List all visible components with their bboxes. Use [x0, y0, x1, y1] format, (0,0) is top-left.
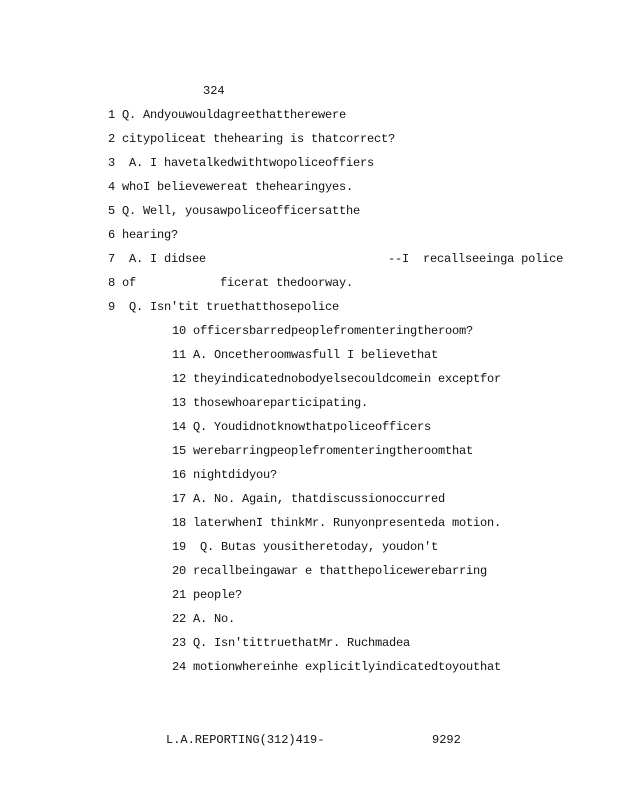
transcript-line-14: 14 Q. Youdidnotknowthatpoliceofficers [172, 420, 432, 434]
transcript-line-20: 20 recallbeingawar e thatthepolicewerebarring [172, 564, 488, 578]
transcript-line-7: 7 A. I didsee --I recallseeinga police [108, 252, 564, 266]
transcript-line-6: 6 hearing? [108, 228, 179, 242]
transcript-line-21: 21 people? [172, 588, 243, 602]
transcript-line-8: 8 of ficerat thedoorway. [108, 276, 354, 290]
transcript-line-18: 18 laterwhenI thinkMr. Runyonpresenteda motion. [172, 516, 502, 530]
transcript-line-17: 17 A. No. Again, thatdiscussionoccurred [172, 492, 446, 506]
transcript-line-3: 3 A. I havetalkedwithtwopoliceoffiers [108, 156, 375, 170]
transcript-line-16: 16 nightdidyou? [172, 468, 278, 482]
transcript-line-9: 9 Q. Isn'tit truethatthosepolice [108, 300, 340, 314]
transcript-line-23: 23 Q. Isn'tittruethatMr. Ruchmadea [172, 636, 411, 650]
transcript-line-15: 15 werebarringpeoplefromenteringtheroomthat [172, 444, 474, 458]
transcript-line-4: 4 whoI believewereat thehearingyes. [108, 180, 354, 194]
page-number: 324 [203, 84, 225, 98]
transcript-line-10: 10 officersbarredpeoplefromenteringtheroom? [172, 324, 474, 338]
transcript-line-19: 19 Q. Butas yousitheretoday, youdon't [172, 540, 439, 554]
footer-number: 9292 [432, 733, 461, 747]
transcript-line-22: 22 A. No. [172, 612, 236, 626]
transcript-line-13: 13 thosewhoareparticipating. [172, 396, 369, 410]
transcript-line-1: 1 Q. Andyouwouldagreethattherewere [108, 108, 347, 122]
transcript-line-12: 12 theyindicatednobodyelsecouldcomein exceptfor [172, 372, 502, 386]
transcript-line-5: 5 Q. Well, yousawpoliceofficersatthe [108, 204, 361, 218]
footer-reporter: L.A.REPORTING(312)419- [166, 733, 325, 747]
transcript-line-11: 11 A. Oncetheroomwasfull I believethat [172, 348, 439, 362]
transcript-line-2: 2 citypoliceat thehearing is thatcorrect? [108, 132, 396, 146]
transcript-line-24: 24 motionwhereinhe explicitlyindicatedtoyouthat [172, 660, 502, 674]
